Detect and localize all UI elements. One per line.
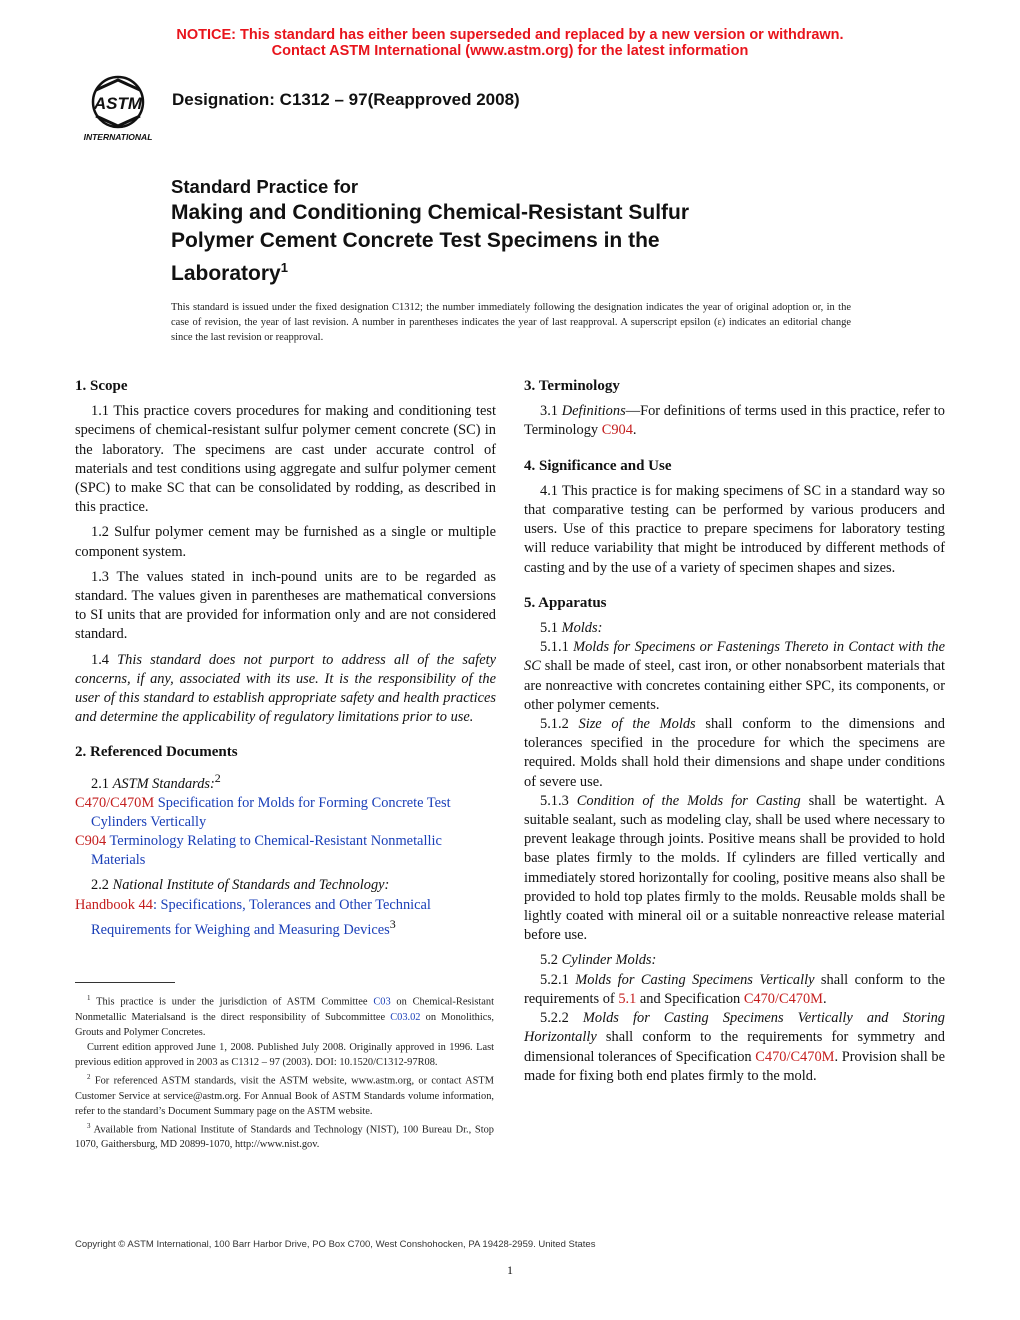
para-2-1-text: ASTM Standards: (112, 775, 215, 792)
notice-line-1: NOTICE: This standard has either been superseded and replaced by a new version or withdrawn. (176, 27, 844, 43)
footnote-3-text: Available from National Institute of Standards and Technology (NIST), 100 Bureau Dr., Stop 1070, Gaithersburg, MD 20899-1070, http://www.nist.gov. (75, 1124, 494, 1151)
para-5-2-number: 5.2 (540, 952, 562, 969)
para-5-2-2-text: shall conform to the requirements for symmetry and dimensional tolerances of Specification (524, 1029, 945, 1065)
para-5-1-3 (524, 792, 945, 946)
title-line-1: Making and Conditioning Chemical-Resistant Sulfur (171, 201, 690, 224)
title-footnote-link[interactable]: 1 (280, 260, 288, 275)
para-1-4-text: This standard does not purport to address all of the safety concerns, if any, associated with its use. It is the responsibility of the user of this standard to establish appropriate safety and health practices and determine the applicability of regulatory limitations prior to use. (75, 651, 496, 726)
para-3-1-text: —For definitions of terms used in this practice, refer to Terminology (524, 403, 945, 439)
ref-c904-title-link[interactable]: Terminology Relating to Chemical-Resistant Nonmetallic Materials (91, 833, 442, 869)
para-1-1: 1.1 This practice covers procedures for making and conditioning test specimens of chemical-resistant sulfur polymer cement concrete (SC) in the laboratory. The specimens are cast under accurate control of materials and test conditions using aggregate and sulfur polymer cement (SPC) to make SC that can be consolidated by rodding, as described in this practice. (75, 403, 496, 516)
title-prefix: Standard Practice for (171, 176, 359, 197)
para-5-2-1-text: shall conform to the requirements of (524, 971, 945, 1007)
para-5-2-1-term: Molds for Casting Specimens Vertically (575, 971, 815, 988)
para-5-2-2-term: Molds for Casting Specimens Vertically and Storing Horizontally (524, 1010, 945, 1046)
para-5-1-2-term: Size of the Molds (578, 716, 696, 733)
para-5-2-2 (524, 1009, 945, 1086)
footnote-1-text-a: This practice is under the jurisdiction of ASTM Committee (90, 996, 374, 1008)
para-5-1-text: Molds: (561, 620, 603, 637)
footnote-3 (75, 1119, 494, 1153)
section-5-1-link[interactable]: 5.1 (618, 990, 637, 1007)
subcommittee-c03-02-link[interactable]: C03.02 (390, 1011, 421, 1023)
title-line-2: Polymer Cement Concrete Test Specimens in the (171, 228, 660, 252)
footnote-divider (75, 982, 175, 983)
para-5-1 (524, 619, 945, 638)
footnote-2-text: For referenced ASTM standards, visit the ASTM website, www.astm.org, or contact ASTM Customer Service at service@astm.org. For Annual Book of ASTM Standards volume information, refer to the standard’s Document Summary page on the ASTM website. (75, 1075, 494, 1117)
title-line-3 (171, 255, 791, 288)
para-5-1-2-text: shall conform to the dimensions and tolerances specified in the procedure for which the specimens are required. Molds shall hold their dimensions and shape under conditions of severe use. (524, 716, 945, 790)
para-4-1: 4.1 This practice is for making specimens of SC in a standard way so that comparative testing can be performed by various producers and users. Use of this practice to prepare specimens for laboratory testing will reduce variability that might be introduced by different methods of casting and by the use of a variety of specimen shapes and sizes. (524, 482, 945, 576)
para-5-1-3-text: shall be watertight. A suitable sealant, such as modeling clay, shall be used where necessary to prevent leakage through joints. Positive means shall be provided to hold base plates firmly to the molds. If cylinders are filled vertically and immediately stored horizontally for cooling, positive means also shall be provided to hold top plates firmly to the molds. Reusable molds shall be lightly coated with mineral oil or a suitable nonreactive release material before use. (524, 792, 945, 944)
para-1-4 (75, 651, 496, 728)
para-2-1-number: 2.1 (91, 775, 113, 792)
footnote-1 (75, 991, 494, 1040)
para-5-1-3-number: 5.1.3 (540, 792, 577, 809)
section-1-heading: 1. Scope (75, 378, 128, 394)
notice-line-2: Contact ASTM International (www.astm.org) for the latest information (271, 43, 749, 59)
para-5-1-2 (524, 715, 945, 792)
para-3-1-number: 3.1 (540, 403, 562, 420)
logo-subtext: INTERNATIONAL (83, 132, 153, 142)
para-2-1-footnote-link[interactable]: 2 (214, 770, 221, 785)
para-3-1-term: Definitions (561, 403, 626, 420)
para-2-2-text: National Institute of Standards and Technology: (112, 877, 390, 894)
section-3-heading: 3. Terminology (524, 378, 620, 394)
ref-c470-code-link[interactable]: C470/C470M (75, 794, 155, 811)
section-4-heading: 4. Significance and Use (524, 457, 672, 474)
para-1-3: 1.3 The values stated in inch-pound units are to be regarded as standard. The values given in parentheses are mathematical conversions to SI units that are provided for information only and are not considered standard. (75, 568, 496, 643)
footnote-2 (75, 1070, 494, 1119)
logo-text: ASTM (93, 94, 143, 113)
ref-handbook-title-link[interactable]: : Specifications, Tolerances and Other Technical Requirements for Weighing and Measuring Devices (91, 896, 431, 938)
ref-c470-title-link[interactable]: Specification for Molds for Forming Concrete Test Cylinders Vertically (91, 794, 451, 830)
para-5-2 (524, 951, 945, 970)
issued-note: This standard is issued under the fixed designation C1312; the number immediately following the designation indicates the year of original adoption or, in the case of revision, the year of last revision. A number in parentheses indicates the year of last reapproval. A superscript epsilon (ε) indicates an editorial change since the last revision or reapproval. (171, 302, 851, 343)
para-5-2-text: Cylinder Molds: (561, 952, 657, 969)
ref-handbook-code-link[interactable]: Handbook 44 (75, 896, 153, 913)
section-5-heading: 5. Apparatus (524, 594, 607, 611)
copyright-line: Copyright © ASTM International, 100 Barr Harbor Drive, PO Box C700, West Conshohocken, PA 19428-2959. United States (75, 1239, 596, 1250)
astm-logo (74, 72, 162, 144)
spec-c470-link-2[interactable]: C470/C470M (755, 1048, 835, 1065)
footnote-1-edition: Current edition approved June 1, 2008. Published July 2008. Originally approved in 1996. Last previous edition approved in 2003 as C1312 – 97 (2003). DOI: 10.1520/C1312-97R08. (75, 1041, 494, 1068)
para-2-2 (75, 876, 496, 895)
para-5-1-3-term: Condition of the Molds for Casting (576, 792, 801, 809)
committee-c03-link[interactable]: C03 (373, 996, 391, 1008)
para-5-1-2-number: 5.1.2 (540, 716, 579, 733)
para-3-1 (524, 402, 945, 440)
right-column (524, 377, 945, 1086)
para-5-1-1-term: Molds for Specimens or Fastenings Thereto in Contact with the SC (524, 639, 945, 675)
footnote-3-mark: 3 (87, 1121, 91, 1130)
footnotes (75, 991, 494, 1152)
page-number: 1 (507, 1263, 513, 1277)
title-line-3-text: Laboratory (171, 262, 281, 285)
ref-handbook-44 (75, 896, 496, 940)
section-2-heading: 2. Referenced Documents (75, 744, 238, 761)
para-5-2-1 (524, 971, 945, 1009)
astm-logo-graphic (74, 72, 162, 144)
footnote-2-mark: 2 (87, 1072, 91, 1081)
para-5-2-1-number: 5.2.1 (540, 971, 576, 988)
title-block (171, 174, 791, 288)
ref-handbook-footnote-link[interactable]: 3 (389, 916, 396, 931)
para-2-2-number: 2.2 (91, 877, 113, 894)
ref-c470 (75, 794, 496, 832)
para-5-2-2-end: . Provision shall be made for fixing both end plates firmly to the mold. (524, 1048, 945, 1084)
para-1-2: 1.2 Sulfur polymer cement may be furnished as a single or multiple component system. (75, 524, 496, 560)
supersede-notice (0, 27, 1020, 59)
ref-c904 (75, 832, 496, 870)
para-5-1-1-number: 5.1.1 (540, 639, 574, 656)
para-5-1-1 (524, 638, 945, 715)
para-5-2-1-end: . (822, 990, 827, 1007)
ref-c904-code-link[interactable]: C904 (75, 833, 107, 850)
spec-c470-link-1[interactable]: C470/C470M (743, 990, 823, 1007)
para-5-2-1-mid: and Specification (636, 990, 744, 1007)
para-5-2-2-number: 5.2.2 (540, 1010, 583, 1027)
footnote-1-text-b: on Chemical-Resistant Nonmetallic Materialsand is the direct responsibility of Subcommittee (75, 996, 494, 1023)
designation: Designation: C1312 – 97(Reapproved 2008) (172, 90, 520, 109)
para-5-1-number: 5.1 (540, 620, 562, 637)
footnote-1-mark: 1 (87, 994, 91, 1002)
para-2-1 (75, 769, 496, 794)
para-5-1-1-text: shall be made of steel, cast iron, or other nonabsorbent materials that are nonreactive with concretes containing either SPC, its components, or other polymer cements. (524, 658, 945, 713)
para-1-4-number: 1.4 (91, 651, 118, 668)
terminology-c904-link[interactable]: C904 (601, 422, 633, 439)
para-3-1-end: . (632, 422, 637, 439)
left-column (75, 377, 496, 940)
footnote-1-text-c: on Monolithics, Grouts and Polymer Concretes. (75, 1011, 494, 1038)
